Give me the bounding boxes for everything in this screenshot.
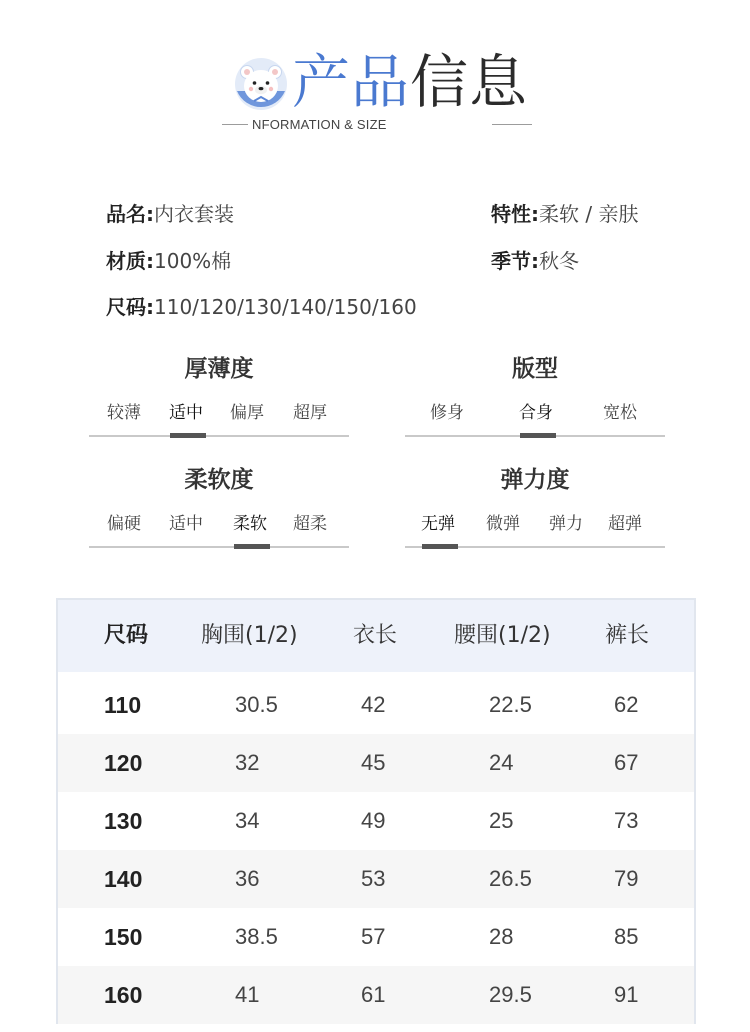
table-row bbox=[58, 966, 694, 1024]
scale-option: 超厚 bbox=[293, 403, 327, 423]
table-cell: 120 bbox=[104, 750, 143, 776]
table-cell: 36 bbox=[235, 866, 260, 891]
table-header-cell: 裤长 bbox=[605, 623, 650, 648]
info-season bbox=[491, 246, 579, 276]
table-cell: 57 bbox=[361, 924, 386, 949]
subtitle-left-line bbox=[222, 124, 248, 125]
table-cell: 140 bbox=[104, 866, 143, 892]
table-cell: 62 bbox=[614, 692, 639, 717]
info-feature-value: 柔软 / 亲肤 bbox=[539, 202, 639, 226]
table-cell: 42 bbox=[361, 692, 386, 717]
info-name-value: 内衣套装 bbox=[154, 202, 234, 226]
table-cell: 160 bbox=[104, 982, 143, 1008]
table-cell: 130 bbox=[104, 808, 143, 834]
table-cell: 79 bbox=[614, 866, 639, 891]
table-cell: 22.5 bbox=[489, 692, 532, 717]
table-header-cell: 尺码 bbox=[104, 623, 149, 648]
scale-marker bbox=[234, 544, 270, 549]
scale-option: 偏硬 bbox=[107, 514, 141, 534]
table-cell: 45 bbox=[361, 750, 386, 775]
table-cell: 61 bbox=[361, 982, 386, 1007]
scale-option-selected: 柔软 bbox=[233, 514, 267, 534]
info-season-value: 秋冬 bbox=[539, 249, 579, 273]
info-size-value: 110/120/130/140/150/160 bbox=[154, 295, 417, 319]
scale-option-selected: 无弹 bbox=[421, 514, 455, 534]
scale-option: 偏厚 bbox=[230, 403, 264, 423]
size-table bbox=[56, 598, 696, 1024]
table-row bbox=[58, 676, 694, 734]
info-feature-label: 特性: bbox=[491, 202, 539, 226]
table-row bbox=[58, 908, 694, 966]
table-cell: 53 bbox=[361, 866, 386, 891]
table-row bbox=[58, 792, 694, 850]
table-cell: 110 bbox=[104, 692, 142, 718]
info-size bbox=[106, 292, 417, 322]
scale-option: 超柔 bbox=[293, 514, 327, 534]
subtitle-right-line bbox=[492, 124, 532, 125]
title-accent: 产品 bbox=[292, 48, 411, 116]
info-size-label: 尺码: bbox=[106, 295, 154, 319]
subtitle-text: NFORMATION & SIZE bbox=[252, 117, 387, 132]
scale-fit bbox=[405, 353, 665, 453]
info-material bbox=[106, 246, 231, 276]
table-cell: 24 bbox=[489, 750, 514, 775]
polar-bear-icon bbox=[234, 57, 288, 111]
scale-title: 厚薄度 bbox=[184, 356, 254, 382]
table-header-cell: 衣长 bbox=[353, 623, 398, 648]
table-cell: 41 bbox=[235, 982, 260, 1007]
info-name-label: 品名: bbox=[106, 202, 154, 226]
table-cell: 85 bbox=[614, 924, 639, 949]
title-rest: 信息 bbox=[410, 48, 529, 116]
table-cell: 30.5 bbox=[235, 692, 278, 717]
table-header-cell: 胸围(1/2) bbox=[201, 623, 298, 648]
scale-track bbox=[89, 546, 349, 548]
table-row bbox=[58, 850, 694, 908]
info-material-label: 材质: bbox=[106, 249, 154, 273]
subtitle bbox=[222, 115, 532, 135]
scale-softness bbox=[89, 464, 349, 564]
scale-thickness bbox=[89, 353, 349, 453]
table-cell: 32 bbox=[235, 750, 260, 775]
scale-title: 版型 bbox=[512, 356, 558, 382]
scale-option-selected: 适中 bbox=[169, 403, 203, 423]
page-title bbox=[292, 44, 528, 120]
info-material-value: 100%棉 bbox=[154, 249, 232, 273]
table-cell: 49 bbox=[361, 808, 386, 833]
table-cell: 73 bbox=[614, 808, 639, 833]
table-header-cell: 腰围(1/2) bbox=[454, 623, 551, 648]
table-cell: 25 bbox=[489, 808, 514, 833]
scale-elasticity bbox=[405, 464, 665, 564]
scale-marker bbox=[422, 544, 458, 549]
table-cell: 67 bbox=[614, 750, 639, 775]
scale-marker bbox=[520, 433, 556, 438]
scale-option: 修身 bbox=[430, 403, 464, 423]
info-season-label: 季节: bbox=[491, 249, 539, 273]
table-row bbox=[58, 734, 694, 792]
scale-option: 超弹 bbox=[608, 514, 642, 534]
scale-marker bbox=[170, 433, 206, 438]
table-cell: 34 bbox=[235, 808, 260, 833]
header bbox=[0, 0, 750, 150]
scale-track bbox=[89, 435, 349, 437]
info-name bbox=[106, 199, 234, 229]
table-cell: 28 bbox=[489, 924, 514, 949]
table-cell: 91 bbox=[614, 982, 639, 1007]
scale-option: 较薄 bbox=[107, 403, 141, 423]
table-header bbox=[58, 600, 694, 672]
table-cell: 38.5 bbox=[235, 924, 278, 949]
table-cell: 29.5 bbox=[489, 982, 532, 1007]
scale-option: 弹力 bbox=[549, 514, 583, 534]
info-feature bbox=[491, 199, 638, 229]
scale-option: 适中 bbox=[169, 514, 203, 534]
scale-title: 柔软度 bbox=[184, 467, 254, 493]
scale-title: 弹力度 bbox=[500, 467, 570, 493]
table-cell: 26.5 bbox=[489, 866, 532, 891]
scale-option: 微弹 bbox=[486, 514, 520, 534]
scale-option: 宽松 bbox=[603, 403, 637, 423]
scale-option-selected: 合身 bbox=[519, 403, 553, 423]
table-cell: 150 bbox=[104, 924, 143, 950]
